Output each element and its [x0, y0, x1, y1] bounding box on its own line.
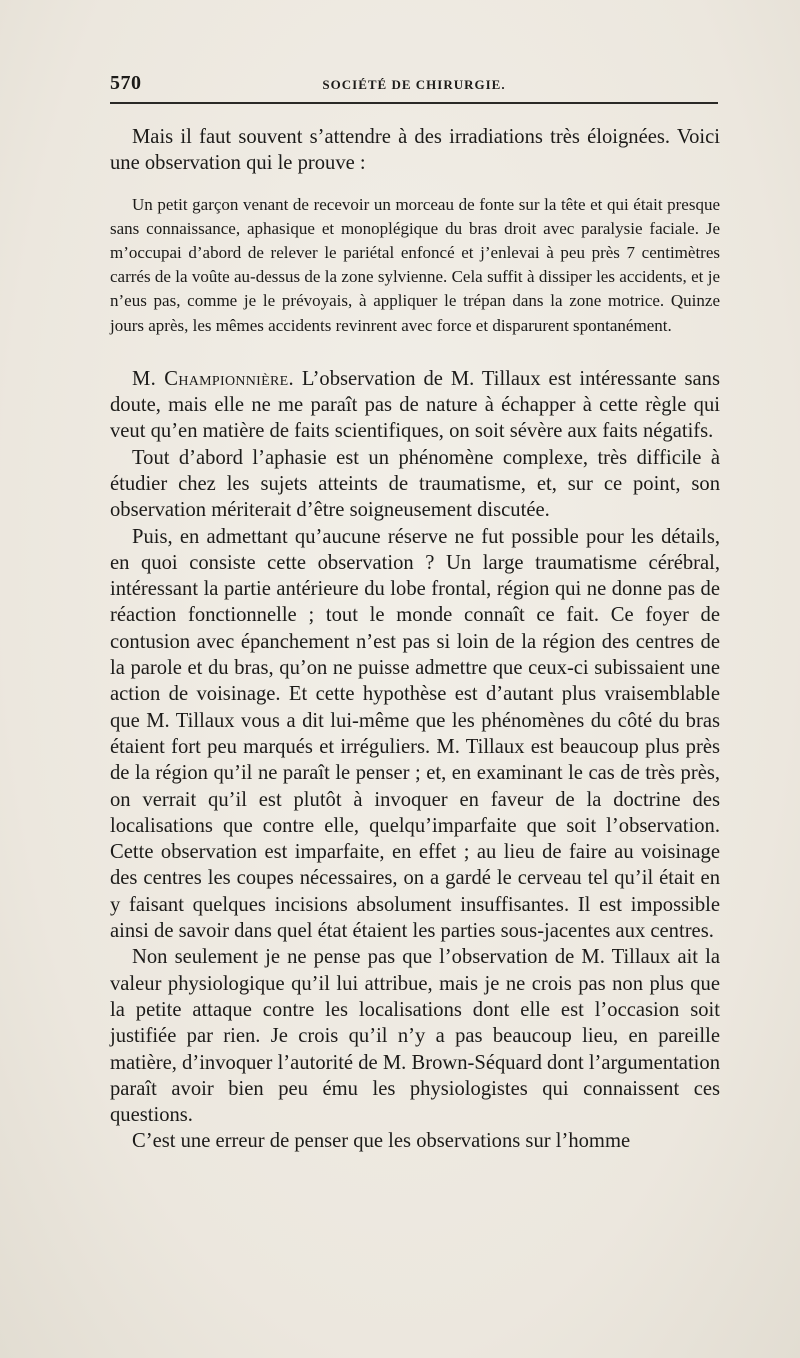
running-title: SOCIÉTÉ DE CHIRURGIE.	[322, 77, 506, 92]
paragraph-intro: Mais il faut souvent s’attendre à des irradiations très éloignées. Voici une observation qui le prouve :	[110, 126, 720, 175]
paragraph-2: Tout d’abord l’aphasie est un phénomène complexe, très difficile à étudier chez les sujets atteints de traumatisme, et, sur ce point, son observation mériterait d’être soigneusement discutée.	[110, 446, 720, 522]
observation-paragraph: Un petit garçon venant de recevoir un morceau de fonte sur la tête et qui était presque sans connaissance, aphasique et monoplégique du bras droit avec paralysie faciale. Je m’occupai d’abord de relever le pariétal enfoncé et j’enlevai à peu près 7 centimètres carrés de la voûte au-dessus de la zone sylvienne. Cela suffit à dissiper les accidents, et je n’eus pas, comme je le prévoyais, à appliquer le trépan dans la zone motrice. Quinze jours après, les mêmes accidents revinrent avec force et disparurent spontanément.	[110, 194, 720, 335]
page-header	[110, 70, 718, 100]
paragraph-4: Non seulement je ne pense pas que l’observation de M. Tillaux ait la valeur physiologique qu’il lui attribue, mais je ne crois pas non plus que la petite attaque contre les localisations dont elle est l’occasion soit justifiée par rien. Je crois qu’il n’y a pas beaucoup lieu, en pareille matière, d’invoquer l’autorité de M. Brown-Séquard dont l’argumentation paraît avoir bien peu ému les physiologistes qui connaissent ces questions.	[110, 946, 720, 1127]
paragraph-3: Puis, en admettant qu’aucune réserve ne fut possible pour les détails, en quoi consiste cette observation ? Un large traumatisme cérébral, intéressant la partie antérieure du lobe frontal, région qui ne donne pas de réaction fonctionnelle ; tout le monde connaît ce fait. Ce foyer de contusion avec épanchement n’est pas si loin de la région des centres de la parole et du bras, qu’on ne puisse admettre que ceux-ci subissaient une action de voisinage. Et cette hypothèse est d’autant plus vraisemblable que M. Tillaux vous a dit lui-même que les phénomènes du côté du bras étaient fort peu marqués et irréguliers. M. Tillaux est beaucoup plus près de la région qu’il ne paraît le penser ; et, en examinant le cas de très près, on verrait qu’il est plutôt à invoquer en faveur de la doctrine des localisations que contre elle, quelqu’imparfaite que soit l’observation. Cette observation est imparfaite, en effet ; au lieu de faire au voisinage des centres les coupes nécessaires, on a gardé le cerveau tel qu’il était en y faisant quelques incisions absolument insuffisantes. Il est impossible ainsi de savoir dans quel état étaient les parties sous-jacentes aux centres.	[110, 525, 720, 943]
body-text	[110, 124, 720, 1155]
reply-text: L’observation de M. Tillaux est intéressante sans doute, mais elle ne me paraît pas de nature à échapper à cette règle qui veut qu’en matière de faits scientifiques, on soit sévère aux faits négatifs.	[110, 367, 720, 443]
page-number: 570	[110, 72, 142, 94]
speaker-name: M. Championnière.	[132, 367, 294, 390]
spacer	[110, 354, 720, 366]
paragraph-5: C’est une erreur de penser que les observations sur l’homme	[132, 1130, 631, 1153]
header-rule	[110, 102, 718, 104]
paragraph-reply	[110, 366, 720, 445]
